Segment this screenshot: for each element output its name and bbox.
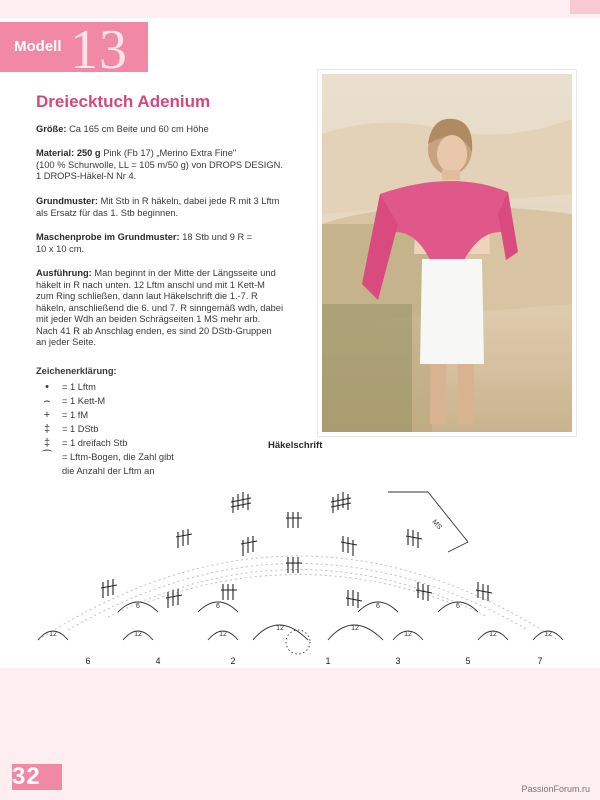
legend-title: Zeichenerklärung: bbox=[36, 366, 117, 376]
legend-text-2: die Anzahl der Lftm an bbox=[62, 466, 155, 476]
chart-title: Häkelschrift bbox=[268, 440, 323, 451]
ms-marker bbox=[431, 519, 443, 532]
chain-stitch-icon: • bbox=[45, 381, 49, 393]
instructions-line-3: zum Ring schließen, dann laut Häkelschrift die 1.-7. R bbox=[36, 291, 258, 301]
legend-item-slip-stitch bbox=[36, 394, 174, 408]
legend-item-chain bbox=[36, 380, 174, 394]
instructions-line-1: Man beginnt in der Mitte der Längsseite und bbox=[94, 268, 276, 278]
material-line-2: (100 % Schurwolle, LL = 105 m/50 g) von DROPS DESIGN. bbox=[36, 159, 283, 170]
gauge-label: Maschenprobe im Grundmuster: bbox=[36, 232, 180, 242]
row-number: 6 bbox=[85, 656, 91, 666]
arc-label: 12 bbox=[219, 631, 227, 638]
legend-item-single-crochet bbox=[36, 408, 174, 422]
pattern-label: Grundmuster: bbox=[36, 196, 98, 206]
arc-label: 12 bbox=[276, 625, 284, 632]
crochet-chart bbox=[28, 452, 568, 668]
arc-label: 6 bbox=[136, 603, 140, 610]
legend-item-double-treble bbox=[36, 422, 174, 436]
pattern-line-1: Mit Stb in R häkeln, dabei jede R mit 3 Lftm bbox=[100, 196, 280, 206]
size-paragraph bbox=[36, 124, 306, 136]
material-paragraph bbox=[36, 148, 306, 183]
top-band bbox=[0, 0, 600, 18]
row-number: 4 bbox=[155, 656, 161, 666]
model-photo bbox=[318, 70, 576, 436]
legend-text: = 1 DStb bbox=[62, 424, 99, 434]
corner-tab bbox=[570, 0, 600, 14]
photo-illustration bbox=[322, 74, 572, 432]
row-number: 2 bbox=[230, 656, 236, 666]
single-crochet-icon: + bbox=[43, 409, 51, 421]
instructions-line-6: Nach 41 R ab Anschlag enden, es sind 20 DStb-Gruppen bbox=[36, 325, 272, 336]
row-number: 1 bbox=[325, 656, 331, 666]
instructions-line-5: mit jeder Wdh an beiden Schrägseiten 1 MS mehr arb. bbox=[36, 314, 261, 324]
row-number: 3 bbox=[395, 656, 401, 666]
size-label: Größe: bbox=[36, 124, 67, 134]
material-line-3: 1 DROPS-Häkel-N Nr 4. bbox=[36, 171, 137, 181]
size-text: Ca 165 cm Beite und 60 cm Höhe bbox=[69, 124, 209, 134]
page-number: 32 bbox=[12, 763, 41, 790]
arc-label: 6 bbox=[456, 603, 460, 610]
instructions-label: Ausführung: bbox=[36, 268, 92, 278]
bottom-band bbox=[0, 668, 600, 800]
arc-label: 12 bbox=[49, 631, 57, 638]
legend-text: = 1 Kett-M bbox=[62, 396, 106, 406]
arc-label: 12 bbox=[489, 631, 497, 638]
gauge-line-2: 10 x 10 cm. bbox=[36, 243, 85, 254]
legend-item-triple-treble bbox=[36, 436, 174, 450]
arc-label: 6 bbox=[376, 603, 380, 610]
pattern-title: Dreiecktuch Adenium bbox=[36, 92, 211, 111]
slip-stitch-icon: ⌢ bbox=[43, 395, 51, 407]
instructions-paragraph bbox=[36, 268, 306, 349]
legend-text: = 1 Lftm bbox=[62, 382, 96, 392]
pattern-paragraph bbox=[36, 196, 306, 219]
row-number: 7 bbox=[537, 656, 543, 666]
double-treble-icon: ‡ bbox=[43, 423, 51, 435]
chain-arc-icon: ⁀ bbox=[42, 451, 52, 463]
instructions-line-2: häkelt in R nach unten. 12 Lftm anschl und mit 1 Kett-M bbox=[36, 279, 265, 290]
arc-label: 12 bbox=[134, 631, 142, 638]
legend-text: = 1 fM bbox=[62, 410, 89, 420]
ms-label: MS bbox=[430, 518, 443, 532]
arc-label: 12 bbox=[351, 625, 359, 632]
arc-label: 6 bbox=[216, 603, 220, 610]
legend-text: = Lftm-Bogen, die Zahl gibt bbox=[62, 452, 174, 462]
legend-text: = 1 dreifach Stb bbox=[62, 438, 128, 448]
gauge-paragraph bbox=[36, 232, 306, 255]
instructions-line-4: häkeln, anschließend die 6. und 7. R sinngemäß wdh, dabei bbox=[36, 302, 284, 313]
row-number: 5 bbox=[465, 656, 471, 666]
material-line-1: Pink (Fb 17) „Merino Extra Fine" bbox=[103, 148, 237, 158]
gauge-line-1: 18 Stb und 9 R = bbox=[182, 232, 253, 242]
instructions-line-7: an jeder Seite. bbox=[36, 337, 96, 347]
material-label: Material: 250 g bbox=[36, 148, 101, 158]
arc-label: 12 bbox=[544, 631, 552, 638]
watermark: PassionForum.ru bbox=[521, 784, 590, 794]
pattern-line-2: als Ersatz für das 1. Stb beginnen. bbox=[36, 207, 179, 218]
triple-treble-icon: ‡ bbox=[43, 437, 51, 449]
arc-label: 12 bbox=[404, 631, 412, 638]
model-number: 13 bbox=[70, 19, 128, 81]
model-label: Modell bbox=[14, 38, 62, 55]
